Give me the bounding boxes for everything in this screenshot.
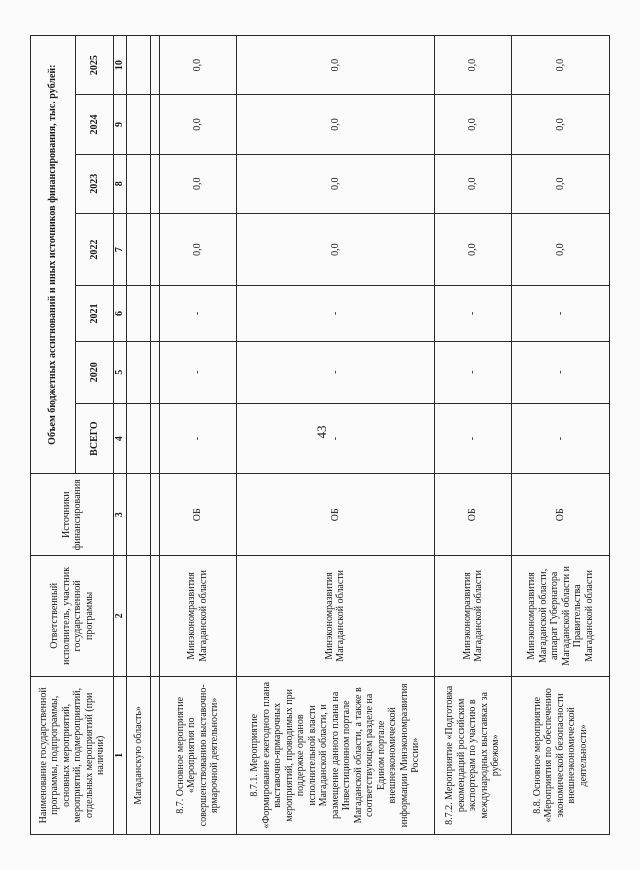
row-value xyxy=(127,286,151,341)
row-value: 0,0 xyxy=(236,213,434,286)
row-value: 0,0 xyxy=(512,154,610,213)
row-value: - xyxy=(435,286,512,341)
table-row xyxy=(159,36,236,835)
row-value: 0,0 xyxy=(159,95,236,154)
row-executor xyxy=(127,556,151,677)
table-row xyxy=(127,36,151,835)
column-number: 10 xyxy=(114,36,127,95)
column-number-row xyxy=(114,36,127,835)
row-value: 0,0 xyxy=(159,36,236,95)
table-row xyxy=(512,36,610,835)
table-row xyxy=(435,36,512,835)
row-value: 0,0 xyxy=(236,95,434,154)
header-name: Наименование государственной программы, подпрограммы, основных мероприятий, мероприятий, подмероприятий, отдельных мероприятий (при наличии) xyxy=(31,676,114,834)
row-value: 0,0 xyxy=(435,154,512,213)
row-name: 8.7.2. Мероприятие «Подготовка рекомендаций российским экспортерам по участию в международных выставках за рубежом» xyxy=(435,676,512,834)
row-value: - xyxy=(159,341,236,403)
row-executor: Минэкономразвития Магаданской области xyxy=(435,556,512,677)
row-value xyxy=(127,95,151,154)
row-value: - xyxy=(236,286,434,341)
row-source: ОБ xyxy=(435,474,512,556)
rotated-table-wrapper xyxy=(30,35,610,835)
column-number: 5 xyxy=(114,341,127,403)
row-value: - xyxy=(512,286,610,341)
row-value: - xyxy=(236,403,434,473)
column-number: 4 xyxy=(114,403,127,473)
row-value: - xyxy=(512,341,610,403)
row-value xyxy=(127,403,151,473)
row-value: 0,0 xyxy=(435,36,512,95)
row-executor: Минэкономразвития Магаданской области xyxy=(159,556,236,677)
table-row-blank xyxy=(151,36,159,835)
row-name: Магаданскую область» xyxy=(127,676,151,834)
row-value: 0,0 xyxy=(159,213,236,286)
header-year: ВСЕГО xyxy=(75,403,114,473)
row-executor: Минэкономразвития Магаданской области xyxy=(236,556,434,677)
row-value: - xyxy=(159,286,236,341)
column-number: 7 xyxy=(114,213,127,286)
row-value: - xyxy=(435,341,512,403)
row-value: 0,0 xyxy=(512,36,610,95)
row-source: ОБ xyxy=(236,474,434,556)
page-number: 43 xyxy=(314,425,329,439)
row-name: 8.8. Основное мероприятие «Мероприятия по обеспечению экономической безопасности внешнеэкономической деятельности» xyxy=(512,676,610,834)
row-value xyxy=(127,213,151,286)
header-year: 2020 xyxy=(75,341,114,403)
header-year: 2023 xyxy=(75,154,114,213)
row-value xyxy=(127,36,151,95)
row-value: - xyxy=(512,403,610,473)
funding-table xyxy=(30,35,610,835)
header-year: 2025 xyxy=(75,36,114,95)
column-number: 3 xyxy=(114,474,127,556)
column-number: 2 xyxy=(114,556,127,677)
column-number: 9 xyxy=(114,95,127,154)
row-value: 0,0 xyxy=(512,213,610,286)
header-year: 2021 xyxy=(75,286,114,341)
column-number: 6 xyxy=(114,286,127,341)
header-source: Источники финансирования xyxy=(31,474,114,556)
row-source: ОБ xyxy=(159,474,236,556)
row-executor: Минэкономразвития Магаданской области, аппарат Губернатора Магаданской области и Правительства Магаданской области xyxy=(512,556,610,677)
row-value: 0,0 xyxy=(236,36,434,95)
header-funding-group: Объем бюджетных ассигнований и иных источников финансирования, тыс. рублей: xyxy=(31,36,76,474)
row-value: 0,0 xyxy=(159,154,236,213)
column-number: 1 xyxy=(114,676,127,834)
header-executor: Ответственный исполнитель, участник государственной программы xyxy=(31,556,114,677)
row-name: 8.7.1. Мероприятие «Формирование ежегодного плана выставочно-ярмарочных мероприятий, проводимых при поддержке органов исполнительной власти Магаданской области, и размещение данного плана на Инвестиционном портале Магаданской области, а также в соответствующем разделе на Едином портале внешнеэкономической информации Минэкономразвития России» xyxy=(236,676,434,834)
table-row xyxy=(236,36,434,835)
row-value: - xyxy=(159,403,236,473)
row-value xyxy=(127,154,151,213)
column-number: 8 xyxy=(114,154,127,213)
row-value: 0,0 xyxy=(512,95,610,154)
header-year: 2024 xyxy=(75,95,114,154)
row-value: 0,0 xyxy=(435,95,512,154)
row-value: 0,0 xyxy=(236,154,434,213)
row-value: 0,0 xyxy=(435,213,512,286)
header-year: 2022 xyxy=(75,213,114,286)
row-value: - xyxy=(435,403,512,473)
row-value xyxy=(127,341,151,403)
row-source: ОБ xyxy=(512,474,610,556)
row-name: 8.7. Основное мероприятие «Мероприятия по совершенствованию выставочно-ярмарочной деятельности» xyxy=(159,676,236,834)
row-source xyxy=(127,474,151,556)
row-value: - xyxy=(236,341,434,403)
